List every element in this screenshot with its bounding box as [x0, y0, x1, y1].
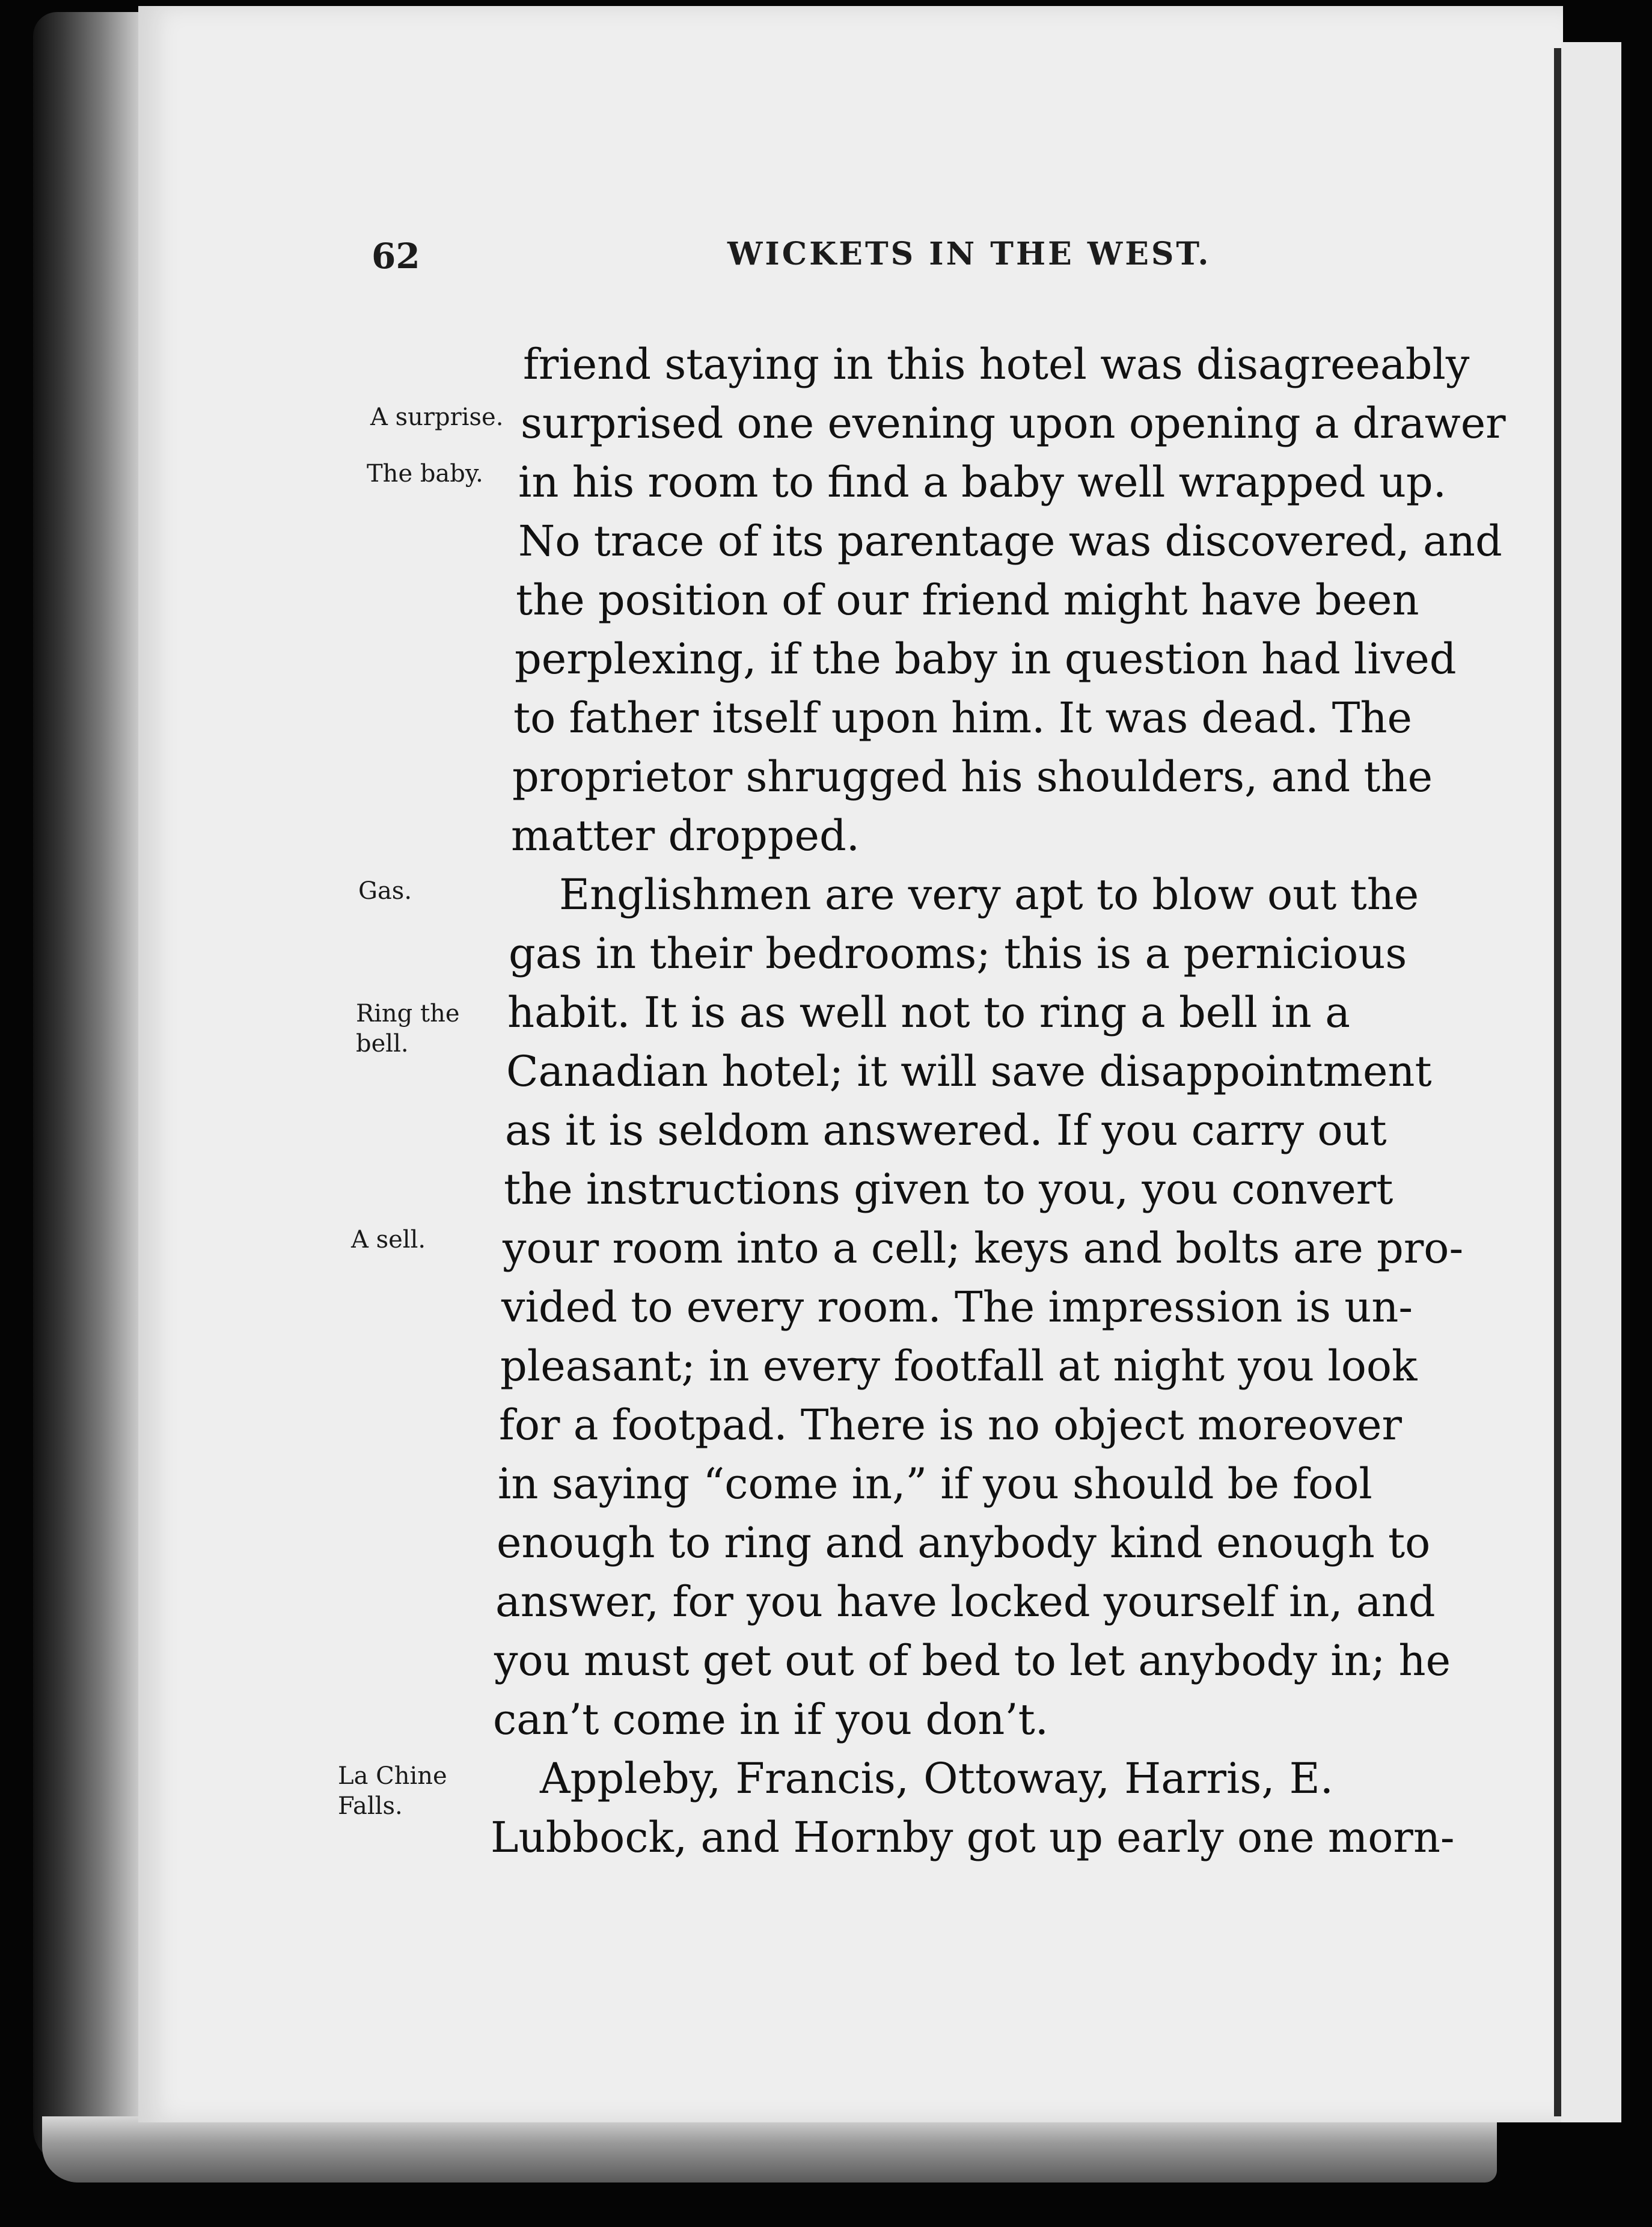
- side-note: Gas.: [358, 877, 412, 905]
- page-number: 62: [372, 236, 420, 277]
- text-line: Canadian hotel; it will save disappointment: [506, 1047, 1432, 1096]
- text-line: gas in their bedrooms; this is a pernicious: [509, 929, 1407, 978]
- text-line: enough to ring and anybody kind enough to: [497, 1518, 1431, 1567]
- text-line: vided to every room. The impression is un-: [501, 1282, 1413, 1332]
- text-line: can’t come in if you don’t.: [493, 1695, 1049, 1744]
- text-line: as it is seldom answered. If you carry out: [505, 1106, 1387, 1155]
- text-line: No trace of its parentage was discovered, and: [518, 516, 1502, 566]
- text-line: the position of our friend might have been: [516, 575, 1419, 625]
- text-line: in saying “come in,” if you should be fool: [498, 1459, 1372, 1509]
- text-line: perplexing, if the baby in question had lived: [515, 634, 1457, 684]
- text-line: Appleby, Francis, Ottoway, Harris, E.: [540, 1754, 1333, 1803]
- text-line: pleasant; in every footfall at night you look: [500, 1341, 1418, 1391]
- side-note: A sell.: [351, 1226, 426, 1254]
- text-line: in his room to find a baby well wrapped up.: [518, 458, 1446, 507]
- text-line: Englishmen are very apt to blow out the: [559, 870, 1419, 919]
- text-line: your room into a cell; keys and bolts are pro-: [503, 1224, 1464, 1273]
- text-line: for a footpad. There is no object moreover: [499, 1400, 1402, 1450]
- text-line: habit. It is as well not to ring a bell in a: [507, 988, 1350, 1037]
- text-line: to father itself upon him. It was dead. The: [513, 693, 1412, 743]
- side-note: La Chine: [338, 1762, 447, 1790]
- text-line: Lubbock, and Hornby got up early one morn-: [491, 1813, 1455, 1862]
- text-line: matter dropped.: [511, 811, 860, 860]
- side-note: Ring the: [356, 1000, 460, 1028]
- side-note: Falls.: [338, 1792, 403, 1820]
- text-line: surprised one evening upon opening a drawer: [521, 399, 1506, 448]
- text-line: answer, for you have locked yourself in, and: [495, 1577, 1436, 1626]
- running-title: WICKETS IN THE WEST.: [727, 236, 1211, 272]
- side-note: bell.: [356, 1030, 409, 1058]
- text-line: the instructions given to you, you convert: [504, 1165, 1393, 1214]
- text-line: proprietor shrugged his shoulders, and the: [512, 752, 1433, 801]
- text-line: friend staying in this hotel was disagreeably: [523, 340, 1470, 389]
- text-line: you must get out of bed to let anybody in; he: [494, 1636, 1451, 1685]
- side-note: A surprise.: [370, 403, 504, 431]
- side-note: The baby.: [367, 460, 483, 488]
